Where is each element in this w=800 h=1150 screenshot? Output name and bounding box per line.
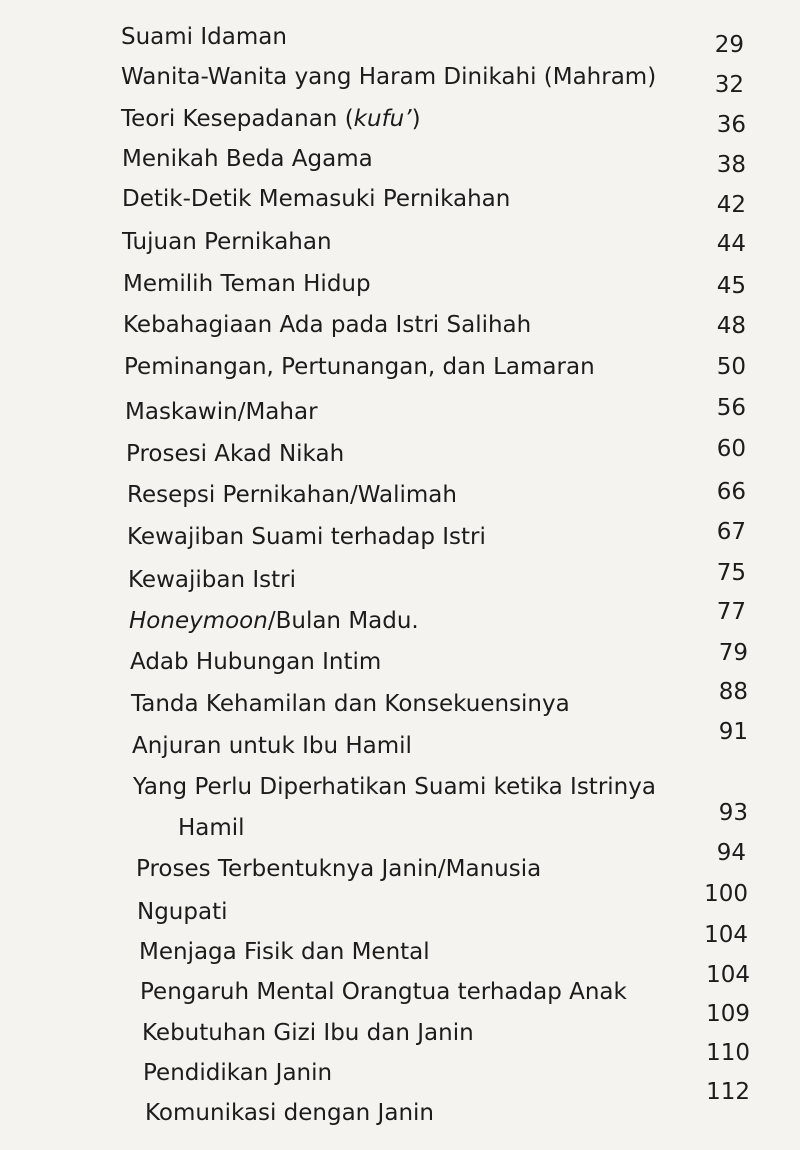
toc-entry-page: 75	[716, 560, 746, 586]
toc-entry-page: 29	[714, 32, 744, 58]
toc-entry-title: Honeymoon/Bulan Madu.	[129, 608, 419, 634]
toc-entry-page: 66	[716, 479, 746, 505]
toc-entry-title: Teori Kesepadanan (kufu’)	[121, 106, 421, 132]
toc-entry-page: 93	[718, 800, 748, 826]
toc-entry-page: 42	[716, 192, 746, 218]
toc-entry-title: Menikah Beda Agama	[122, 146, 373, 172]
toc-entry-page: 79	[718, 640, 748, 666]
toc-entry-title: Kewajiban Istri	[128, 567, 296, 593]
toc-entry-title: Yang Perlu Diperhatikan Suami ketika Istrinya	[133, 774, 656, 800]
toc-entry-title: Pengaruh Mental Orangtua terhadap Anak	[140, 979, 627, 1005]
toc-entry-title: Pendidikan Janin	[143, 1060, 333, 1086]
toc-entry-title: Prosesi Akad Nikah	[126, 441, 345, 467]
toc-entry-title-continued: Hamil	[178, 815, 245, 841]
toc-entry-page: 48	[716, 313, 746, 339]
toc-entry-title: Resepsi Pernikahan/Walimah	[127, 482, 457, 508]
toc-entry-page: 112	[706, 1079, 750, 1105]
toc-entry-title: Komunikasi dengan Janin	[145, 1100, 434, 1126]
toc-entry-page: 60	[716, 436, 746, 462]
toc-entry-page: 94	[716, 840, 746, 866]
toc-entry-page: 110	[706, 1040, 750, 1066]
toc-entry-title: Anjuran untuk Ibu Hamil	[132, 733, 412, 759]
toc-entry-title: Kewajiban Suami terhadap Istri	[127, 524, 486, 550]
toc-entry-page: 104	[706, 962, 750, 988]
toc-entry-page: 109	[706, 1001, 750, 1027]
toc-entry-page: 88	[718, 679, 748, 705]
toc-entry-page: 32	[714, 72, 744, 98]
toc-entry-title: Kebutuhan Gizi Ibu dan Janin	[142, 1020, 474, 1046]
toc-entry-title: Detik-Detik Memasuki Pernikahan	[122, 186, 511, 212]
toc-entry-page: 56	[716, 395, 746, 421]
toc-entry-page: 100	[704, 881, 748, 907]
toc-entry-title: Memilih Teman Hidup	[123, 271, 371, 297]
toc-entry-title: Suami Idaman	[121, 24, 287, 50]
toc-entry-title: Proses Terbentuknya Janin/Manusia	[136, 856, 542, 882]
toc-entry-title: Tanda Kehamilan dan Konsekuensinya	[131, 691, 570, 717]
toc-entry-page: 45	[716, 273, 746, 299]
toc-entry-page: 77	[716, 599, 746, 625]
toc-entry-page: 36	[716, 112, 746, 138]
toc-entry-page: 67	[716, 519, 746, 545]
toc-entry-title: Kebahagiaan Ada pada Istri Salihah	[123, 312, 532, 338]
toc-entry-title: Tujuan Pernikahan	[122, 229, 332, 255]
toc-entry-title: Peminangan, Pertunangan, dan Lamaran	[124, 354, 595, 380]
toc-entry-title: Menjaga Fisik dan Mental	[139, 939, 430, 965]
toc-entry-page: 50	[716, 354, 746, 380]
toc-entry-title: Wanita-Wanita yang Haram Dinikahi (Mahram)	[121, 64, 657, 90]
toc-entry-page: 44	[716, 231, 746, 257]
toc-entry-page: 91	[718, 719, 748, 745]
toc-entry-page: 38	[716, 152, 746, 178]
toc-entry-title: Maskawin/Mahar	[125, 399, 318, 425]
toc-entry-page: 104	[704, 922, 748, 948]
toc-entry-title: Ngupati	[137, 899, 228, 925]
toc-entry-title: Adab Hubungan Intim	[130, 649, 382, 675]
